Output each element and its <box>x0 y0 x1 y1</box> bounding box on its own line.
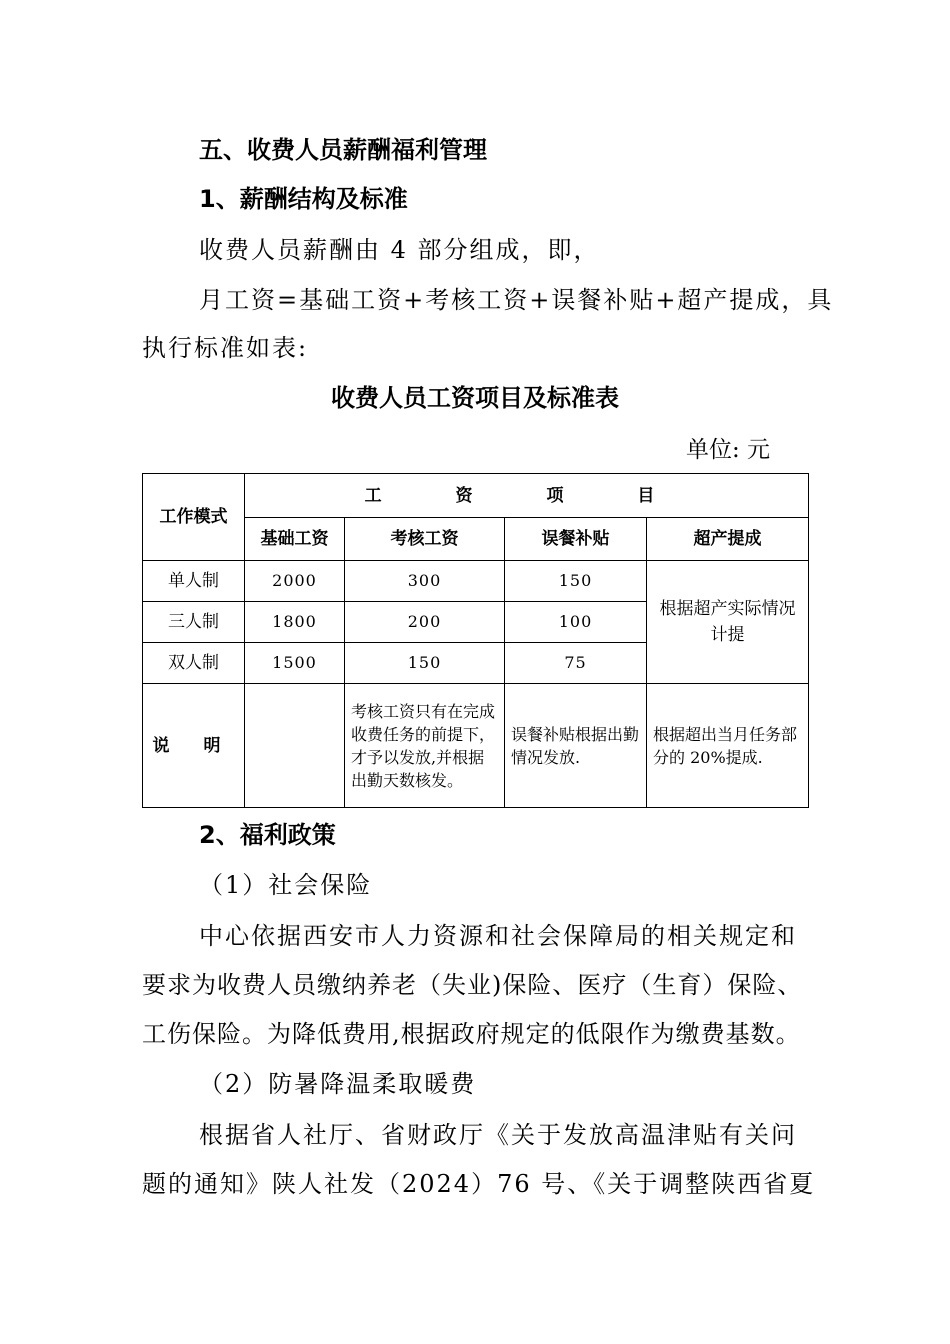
paragraph-insurance-line3: 工伤保险。为降低费用,根据政府规定的低限作为缴费基数。 <box>142 1020 801 1048</box>
notes-assessment-wage: 考核工资只有在完成收费任务的前提下，才予以发放,并根据出勤天数核发。 <box>345 684 505 808</box>
header-wage-items: 工 资 项 目 <box>245 474 809 518</box>
table-title: 收费人员工资项目及标准表 <box>331 384 619 412</box>
row-assessment-wage: 150 <box>345 643 505 684</box>
notes-meal-allowance: 误餐补贴根据出勤情况发放. <box>505 684 647 808</box>
header-work-mode: 工作模式 <box>143 474 245 561</box>
paragraph-insurance-line1: 中心依据西安市人力资源和社会保障局的相关规定和 <box>199 922 797 950</box>
header-base-wage: 基础工资 <box>245 518 345 561</box>
row-meal-allowance: 100 <box>505 602 647 643</box>
subsection-welfare-policy: 2、福利政策 <box>199 821 336 849</box>
header-overproduction-bonus: 超产提成 <box>647 518 809 561</box>
table-notes-row <box>143 684 809 808</box>
header-meal-allowance: 误餐补贴 <box>505 518 647 561</box>
table-unit: 单位: 元 <box>686 437 771 463</box>
paragraph-insurance-line2: 要求为收费人员缴纳养老（失业)保险、医疗（生育）保险、 <box>142 971 803 999</box>
row-meal-allowance: 150 <box>505 561 647 602</box>
paragraph-allowance-line2: 题的通知》陕人社发（2024）76 号、《关于调整陕西省夏 <box>142 1170 816 1198</box>
paragraph-formula-line1: 月工资=基础工资+考核工资+误餐补贴+超产提成，具 <box>199 286 834 314</box>
table-header-row <box>143 474 809 518</box>
subsection-salary-structure: 1、薪酬结构及标准 <box>199 185 408 213</box>
header-assessment-wage: 考核工资 <box>345 518 505 561</box>
row-meal-allowance: 75 <box>505 643 647 684</box>
wage-table <box>142 473 809 808</box>
row-base-wage: 1500 <box>245 643 345 684</box>
table-row <box>143 561 809 602</box>
item-heat-cold-allowance: （2）防暑降温柔取暖费 <box>199 1070 477 1098</box>
paragraph-formula-line2: 执行标准如表: <box>142 334 309 362</box>
section-heading: 五、收费人员薪酬福利管理 <box>199 136 487 164</box>
notes-label: 说 明 <box>143 684 245 808</box>
paragraph-allowance-line1: 根据省人社厅、省财政厅《关于发放高温津贴有关问 <box>199 1121 797 1149</box>
row-mode: 双人制 <box>143 643 245 684</box>
row-mode: 单人制 <box>143 561 245 602</box>
notes-overproduction-bonus: 根据超出当月任务部分的 20%提成. <box>647 684 809 808</box>
bonus-rule-cell: 根据超产实际情况计提 <box>647 561 809 684</box>
row-base-wage: 2000 <box>245 561 345 602</box>
notes-base-wage <box>245 684 345 808</box>
item-social-insurance: （1）社会保险 <box>199 871 373 899</box>
row-mode: 三人制 <box>143 602 245 643</box>
paragraph-salary-composition: 收费人员薪酬由 4 部分组成，即， <box>199 236 600 264</box>
row-base-wage: 1800 <box>245 602 345 643</box>
row-assessment-wage: 300 <box>345 561 505 602</box>
row-assessment-wage: 200 <box>345 602 505 643</box>
